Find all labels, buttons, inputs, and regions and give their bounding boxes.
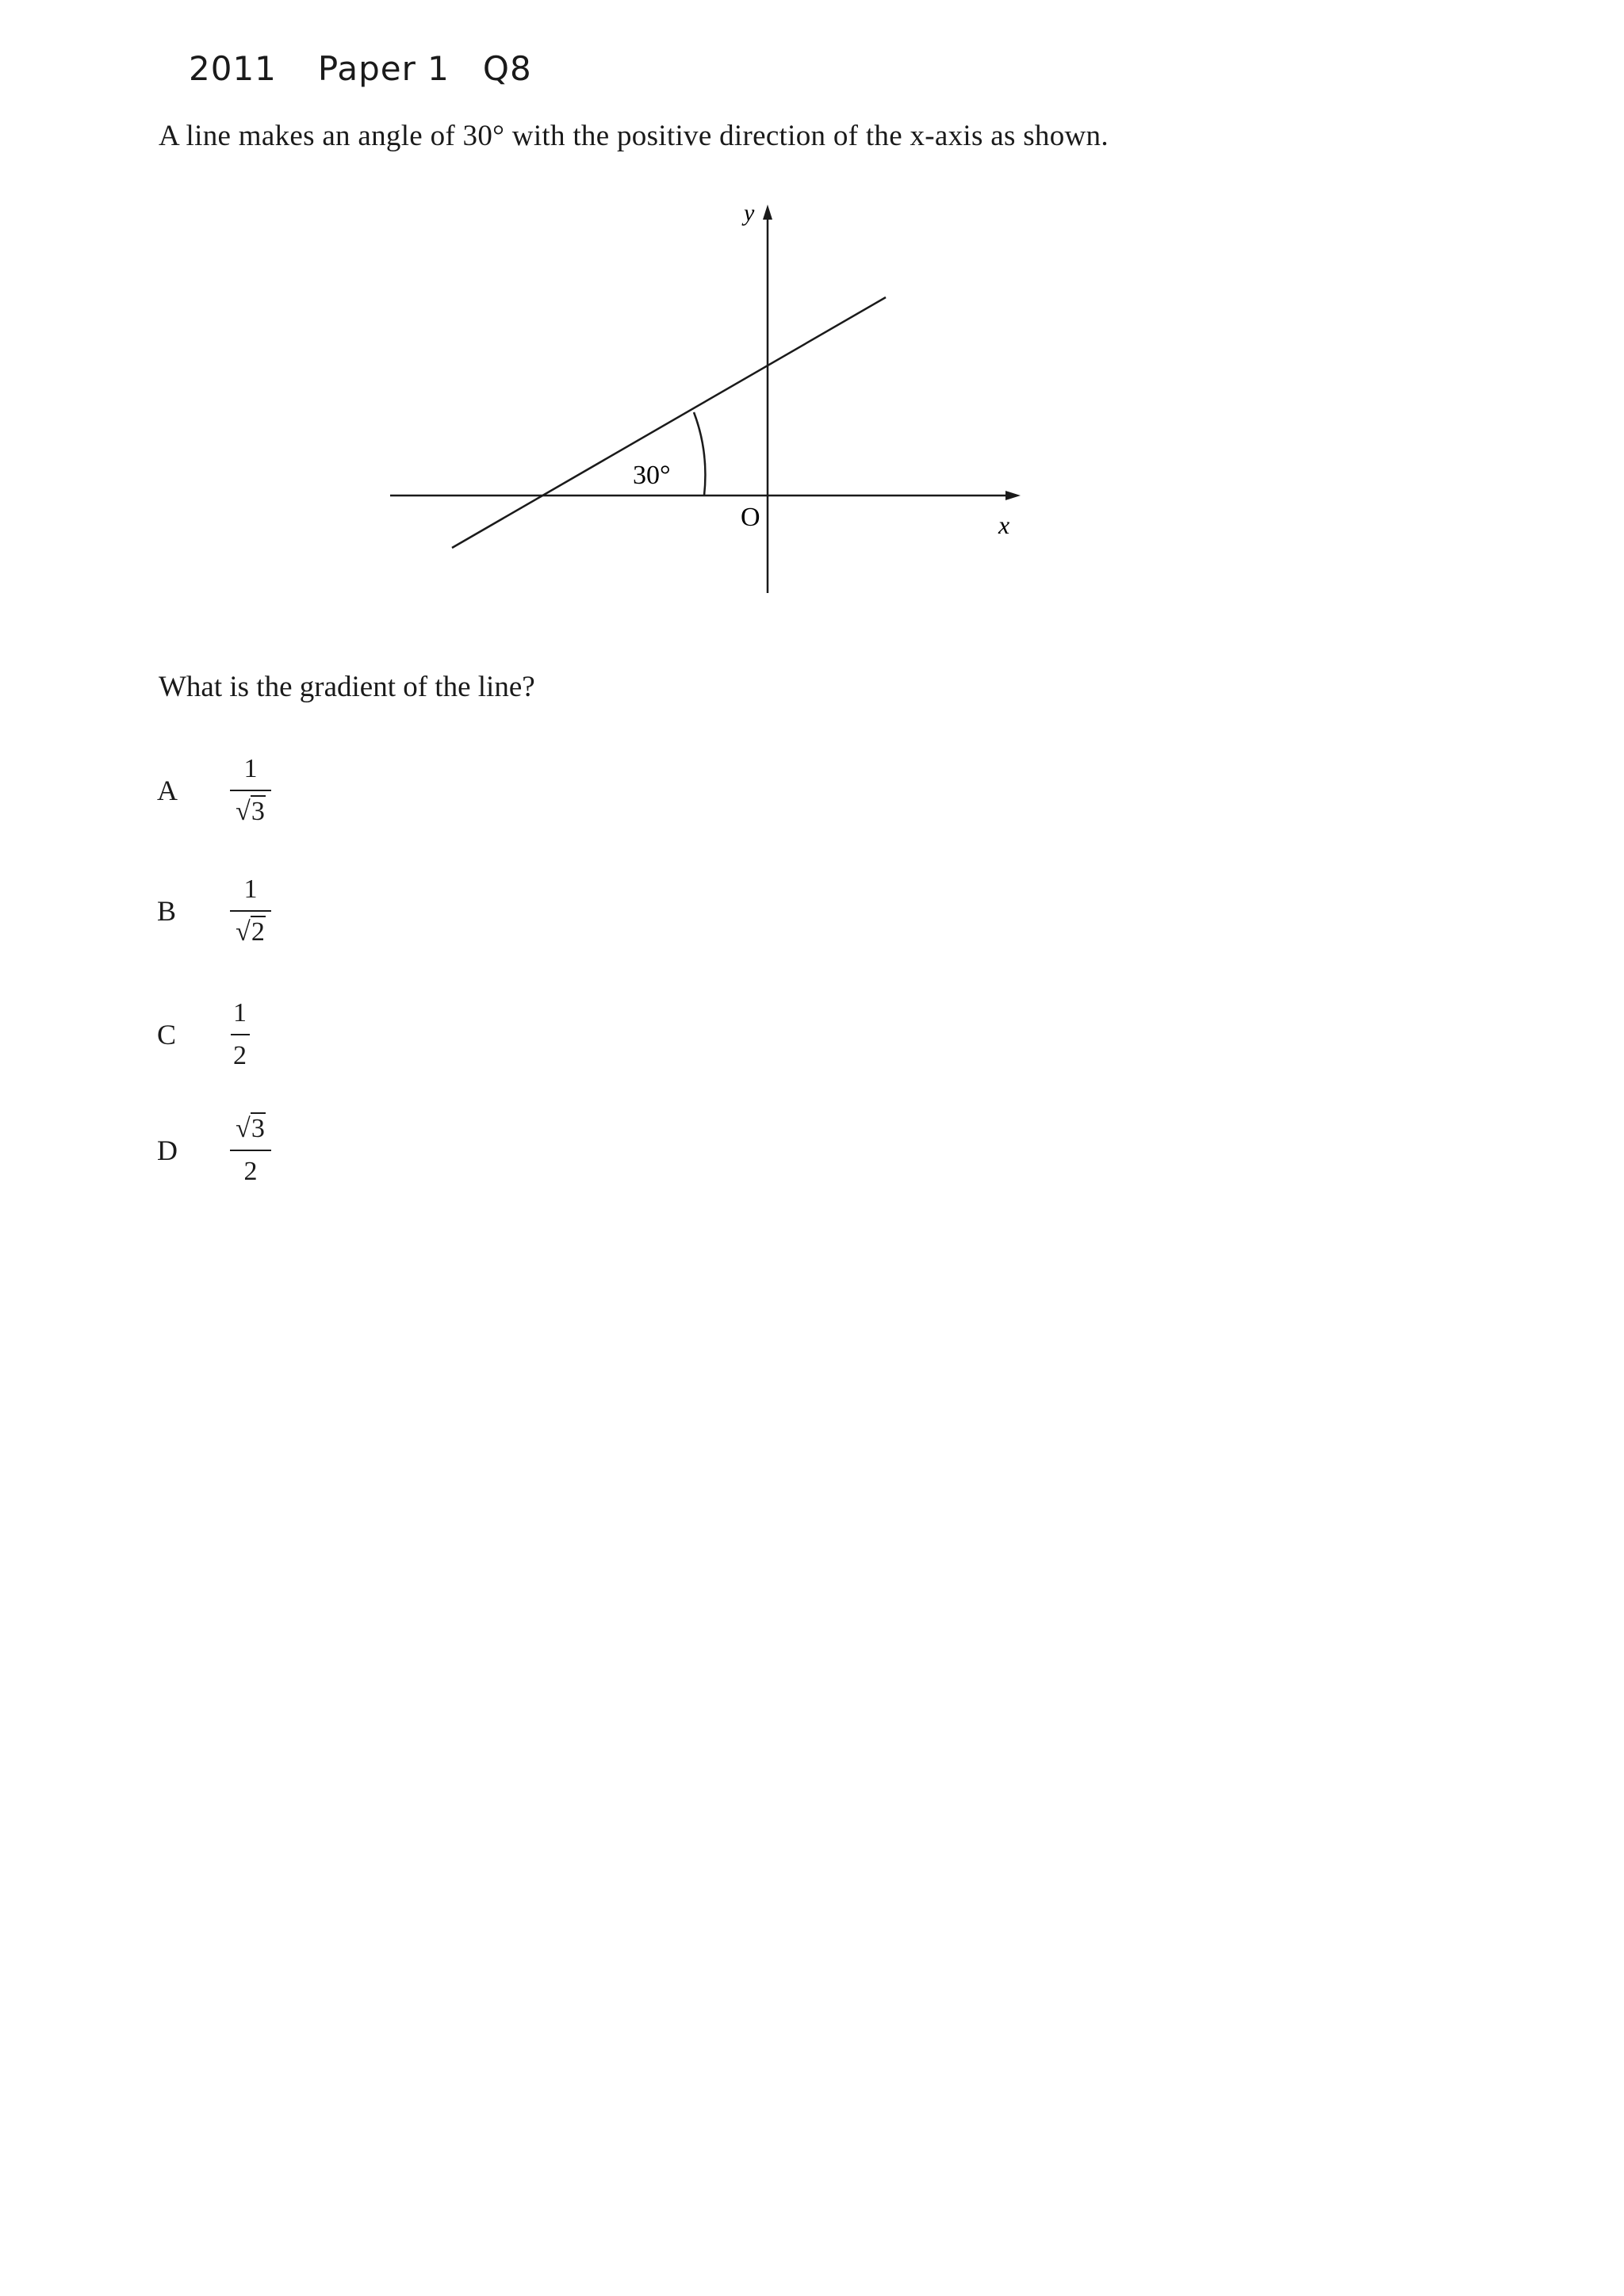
fraction-denominator [232,796,269,828]
radicand: 2 [251,916,265,947]
x-axis-label: x [998,511,1010,539]
option-letter: A [157,774,178,806]
option-b[interactable] [157,874,271,947]
y-axis-arrow [763,205,772,220]
option-a-fraction [230,753,271,827]
heading-paper: Paper 1 [317,49,450,88]
inclined-line [452,297,886,548]
fraction-bar [231,1034,250,1035]
question-text: A line makes an angle of 30° with the positive direction of the x-axis as shown. [159,120,1109,152]
fraction-numerator [232,1113,269,1145]
option-a[interactable] [157,753,271,827]
option-d-fraction [230,1113,271,1187]
fraction-bar [230,790,271,791]
square-root-sign: √ [236,916,251,947]
angle-arc [694,412,705,496]
fraction-numerator: 1 [233,998,247,1027]
y-axis-label: y [744,200,755,226]
fraction-bar [230,910,271,912]
x-axis-arrow [1005,491,1021,500]
heading-question-number: Q8 [482,49,532,88]
radicand: 3 [251,1114,265,1143]
square-root-sign: √ [236,1114,251,1143]
fraction-numerator: 1 [243,874,258,904]
origin-label: O [741,503,760,532]
fraction-denominator [232,916,269,948]
fraction-denominator: 2 [243,1156,258,1186]
coordinate-diagram [0,0,1624,634]
angle-label: 30° [633,461,671,490]
fraction-denominator: 2 [233,1040,247,1070]
fraction-bar [230,1150,271,1151]
option-d[interactable] [157,1113,271,1187]
square-root-sign: √ [236,796,251,826]
option-c[interactable] [157,997,250,1071]
option-letter: C [157,1018,177,1050]
option-letter: D [157,1134,178,1166]
radicand: 3 [251,796,265,826]
option-b-fraction [230,874,271,947]
option-letter: B [157,894,177,927]
heading-year: 2011 [189,49,277,88]
question-prompt: What is the gradient of the line? [159,671,535,703]
option-c-fraction [230,997,250,1071]
fraction-numerator: 1 [243,754,258,783]
